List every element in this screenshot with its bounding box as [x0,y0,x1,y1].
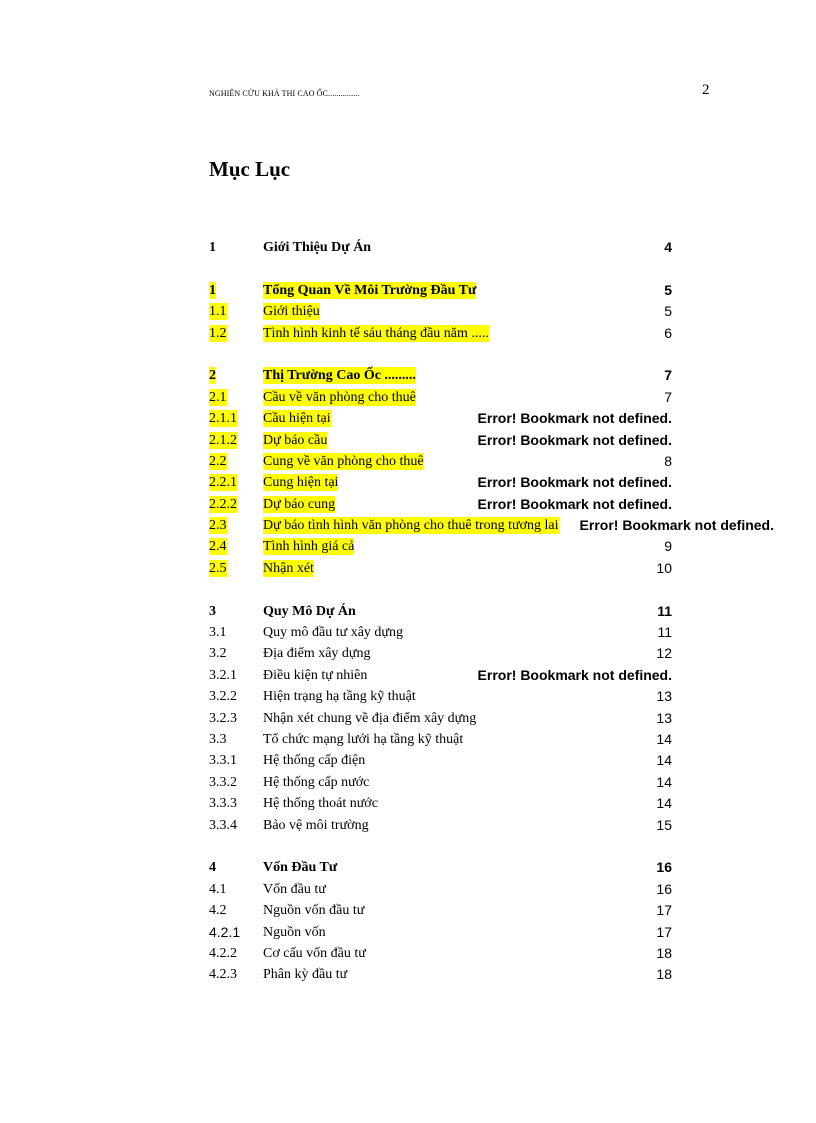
toc-entry-number: 2.2.2 [209,496,237,512]
toc-entry-label: Hệ thống thoát nước [263,796,378,812]
toc-entry[interactable] [209,688,809,709]
toc-entry-label: Vốn Đầu Tư [263,860,338,876]
toc-entry-number: 2.1.1 [209,411,237,427]
toc-entry[interactable] [209,603,809,624]
toc-entry-label: Phân kỳ đầu tư [263,967,348,983]
toc-entry-page: 5 [664,303,672,320]
toc-entry[interactable] [209,752,809,773]
toc-entry-label: Giới thiệu [263,304,320,320]
toc-entry-number: 1 [209,282,216,298]
toc-entry[interactable] [209,881,809,902]
toc-entry-label: Cầu hiện tại [263,411,331,427]
toc-entry-number: 4.2.3 [209,967,237,983]
toc-entry-number: 2.4 [209,539,227,555]
toc-title: Mục Lục [209,157,291,181]
toc-entry-number: 4.2.2 [209,945,237,961]
toc-entry-label: Thị Trường Cao Ốc ......... [263,368,416,384]
toc-entry-number: 2.2.1 [209,475,237,491]
toc-entry[interactable] [209,367,809,388]
toc-entry[interactable] [209,474,809,495]
toc-entry-page-error: Error! Bookmark not defined. [477,495,672,512]
toc-entry-page: 18 [656,944,672,961]
toc-entry-number: 4.1 [209,881,227,897]
toc-entry-number: 4.2.1 [209,923,241,940]
toc-entry-label: Dự báo cầu [263,432,328,448]
toc-entry-label: Hiện trạng hạ tầng kỹ thuật [263,689,416,705]
toc-entry-page: 17 [656,923,672,940]
toc-entry-label: Vốn đầu tư [263,881,326,897]
toc-entry[interactable] [209,966,809,987]
toc-entry-label: Giới Thiệu Dự Án [263,240,372,255]
toc-entry-number: 3 [209,603,216,619]
toc-entry-page-error: Error! Bookmark not defined. [477,666,672,683]
toc-entry-number: 3.2.3 [209,710,237,726]
toc-entry-label: Cung hiện tại [263,475,339,491]
toc-entry[interactable] [209,710,809,731]
toc-entry[interactable] [209,389,809,410]
toc-entry-number: 3.3.3 [209,796,237,812]
toc-entry-number: 3.3.1 [209,753,237,769]
toc-entry[interactable] [209,432,809,453]
toc-entry-page: 10 [656,559,672,576]
toc-entry-page: 11 [657,602,672,619]
toc-entry[interactable] [209,945,809,966]
toc-entry-number: 4.2 [209,903,227,919]
toc-entry-page: 18 [656,966,672,983]
toc-entry-number: 4 [209,860,216,876]
toc-entry-number: 3.3.2 [209,774,237,790]
toc-entry-number: 2.1.2 [209,432,237,448]
toc-entry-label: Nguồn vốn [263,924,326,940]
toc-entry[interactable] [209,902,809,923]
toc-entry[interactable] [209,538,809,559]
toc-entry-page: 13 [656,688,672,705]
toc-entry-number: 3.2 [209,646,227,662]
toc-entry-label: Dự báo cung [263,496,336,512]
toc-entry[interactable] [209,924,809,945]
toc-entry-page-error: Error! Bookmark not defined. [477,410,672,427]
toc-entry-number: 2.1 [209,389,227,405]
toc-entry[interactable] [209,859,809,880]
toc-entry[interactable] [209,667,809,688]
toc-entry-page: 14 [656,773,672,790]
toc-entry-page: 8 [664,452,672,469]
toc-entry[interactable] [209,282,809,303]
toc-entry-page: 15 [656,816,672,833]
toc-entry-number: 2.2 [209,453,227,469]
toc-entry-number: 3.1 [209,625,227,641]
toc-entry-page: 12 [656,645,672,662]
toc-entry-number: 1.1 [209,304,227,320]
toc-entry-page: 16 [656,859,672,876]
toc-entry-label: Điều kiện tự nhiên [263,667,368,683]
toc-entry-number: 3.2.2 [209,689,237,705]
toc-entry-label: Nhận xét chung về địa điểm xây dựng [263,710,477,726]
toc-entry-page: 17 [656,902,672,919]
toc-entry-page: 14 [656,795,672,812]
toc-entry-page: 9 [664,538,672,555]
page-number: 2 [702,82,710,98]
toc-entry[interactable] [209,517,809,538]
toc-entry-page: 11 [657,624,672,641]
toc-entry-label: Nguồn vốn đầu tư [263,903,365,919]
toc-entry[interactable] [209,817,809,838]
table-of-contents [209,239,809,988]
toc-entry-page: 14 [656,730,672,747]
toc-entry-number: 2.5 [209,560,227,576]
toc-entry[interactable] [209,410,809,431]
toc-entry-label: Cơ cấu vốn đầu tư [263,945,366,961]
toc-entry[interactable] [209,303,809,324]
toc-entry-label: Tổng Quan Về Môi Trường Đầu Tư [263,282,477,298]
toc-entry[interactable] [209,560,809,581]
toc-entry[interactable] [209,774,809,795]
toc-entry-page: 5 [664,281,672,298]
toc-entry-page-error: Error! Bookmark not defined. [477,474,672,491]
toc-entry[interactable] [209,453,809,474]
toc-entry[interactable] [209,645,809,666]
toc-entry-number: 2 [209,368,216,384]
toc-entry-page: 7 [664,388,672,405]
toc-entry-label: Quy Mô Dự Án [263,603,356,619]
toc-entry[interactable] [209,496,809,517]
toc-entry-label: Hệ thống cấp điện [263,753,366,769]
toc-entry-label: Hệ thống cấp nước [263,774,370,790]
toc-entry-number: 1 [209,240,216,255]
toc-entry-label: Tình hình kinh tế sáu tháng đầu năm ..... [263,325,489,341]
toc-entry-number: 3.2.1 [209,667,237,683]
toc-entry-page-error: Error! Bookmark not defined. [477,431,672,448]
toc-entry-page: 7 [664,367,672,384]
running-header: NGHIÊN CỨU KHẢ THI CAO ỐC............... [209,89,360,98]
toc-entry-label: Dự báo tình hình văn phòng cho thuê trong tương lai [263,518,559,534]
toc-entry-page-error: Error! Bookmark not defined. [579,517,774,534]
toc-entry-label: Cầu về văn phòng cho thuê [263,389,416,405]
toc-entry[interactable] [209,624,809,645]
toc-entry[interactable] [209,795,809,816]
toc-entry-page: 6 [664,324,672,341]
toc-entry-label: Địa điểm xây dựng [263,646,371,662]
toc-entry-label: Cung về văn phòng cho thuê [263,453,424,469]
toc-entry[interactable] [209,325,809,346]
toc-entry-number: 1.2 [209,325,227,341]
toc-entry-number: 3.3 [209,731,227,747]
toc-entry-label: Nhận xét [263,560,314,576]
toc-entry-number: 3.3.4 [209,817,237,833]
toc-entry[interactable] [209,731,809,752]
toc-entry-label: Tổ chức mạng lưới hạ tầng kỹ thuật [263,731,464,747]
toc-entry-label: Quy mô đầu tư xây dựng [263,625,403,641]
toc-entry-page: 14 [656,752,672,769]
toc-entry-number: 2.3 [209,518,227,534]
toc-entry[interactable] [209,239,809,260]
toc-entry-page: 4 [664,239,672,255]
toc-entry-page: 16 [656,880,672,897]
toc-entry-page: 13 [656,709,672,726]
toc-entry-label: Bảo vệ môi trường [263,817,369,833]
toc-entry-label: Tình hình giá cả [263,539,355,555]
